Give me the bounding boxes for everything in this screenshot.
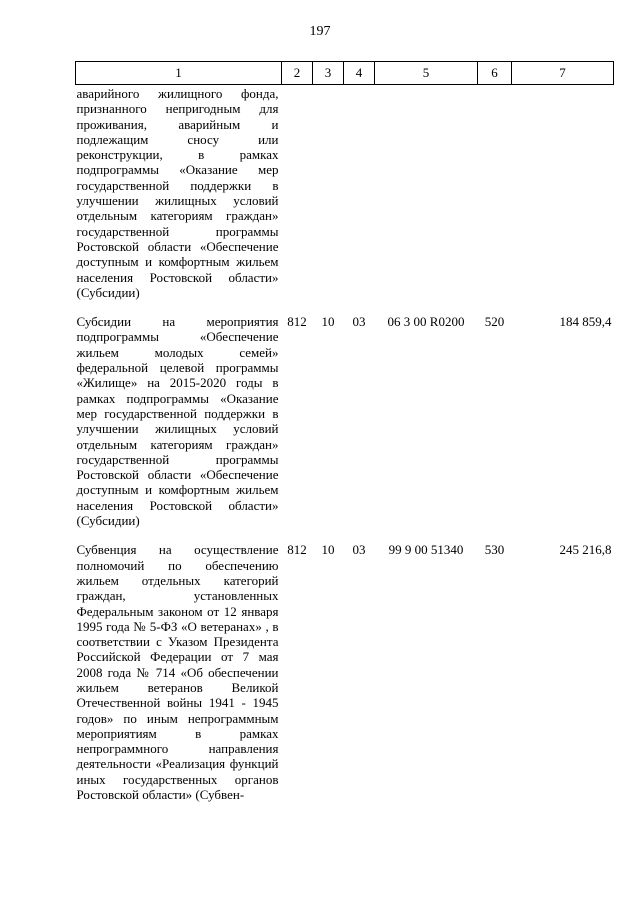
column-header: 5: [375, 62, 478, 85]
table-row: [76, 85, 614, 301]
column-header: 4: [344, 62, 375, 85]
column-header-row: [76, 62, 614, 85]
row-target-code: 06 3 00 R0200: [387, 314, 465, 330]
row-amount: 245 216,8: [559, 542, 612, 558]
row-amount: 184 859,4: [559, 314, 612, 330]
row-amount: [512, 85, 614, 301]
row-ministry-code: 812: [287, 314, 307, 330]
row-ministry-code: [282, 85, 313, 301]
row-gap: [76, 300, 614, 313]
row-ministry-code: 812: [287, 542, 307, 558]
row-target-code: 99 9 00 51340: [388, 542, 464, 558]
row-gap: [76, 528, 614, 541]
page-number: 197: [309, 24, 331, 39]
row-description: Субсидии на мероприятия подпрограммы «Обеспечение жильем молодых семей» федеральной целевой программы «Жилище» на 2015-2020 годы в рамках подпрограммы «Оказание мер государственной поддержки в улучшении жилищных условий отдельным категориям граждан» государственной программы Ростовской области «Обеспечение доступным и комфортным жильем населения Ростовской области» (Субсидии): [76, 314, 279, 529]
row-target-code: [375, 85, 478, 301]
row-subsection-code: 03: [352, 542, 366, 558]
table-row: [76, 541, 614, 802]
row-section-code: 10: [321, 542, 335, 558]
column-header: 6: [478, 62, 512, 85]
budget-table: [75, 61, 614, 802]
table-row: [76, 313, 614, 528]
row-description: аварийного жилищного фонда, признанного непригодным для проживания, аварийным и подлежащим сносу или реконструкции, в рамках подпрограммы «Оказание мер государственной поддержки в улучшении жилищных условий отдельным категориям граждан» государственной программы Ростовской области «Обеспечение доступным и комфортным жильем населения Ростовской области» (Субсидии): [76, 86, 279, 300]
column-header: 7: [512, 62, 614, 85]
row-subsection-code: [344, 85, 375, 301]
column-header: 3: [313, 62, 344, 85]
column-header: 1: [76, 62, 282, 85]
column-header: 2: [282, 62, 313, 85]
row-description: Субвенция на осуществление полномочий по обеспечению жильем отдельных категорий граждан, установленных Федеральным законом от 12 января 1995 года № 5-ФЗ «О ветеранах» , в соответствии с Указом Президента Российской Федерации от 7 мая 2008 года № 714 «Об обеспечении жильем ветеранов Великой Отечественной войны 1941 - 1945 годов» по иным непрограммным мероприятиям в рамках непрограммного направления деятельности «Реализация функций иных государственных органов Ростовской области» (Субвен-: [76, 542, 279, 803]
row-expense-type: 530: [484, 542, 505, 558]
row-expense-type: [478, 85, 512, 301]
row-expense-type: 520: [484, 314, 505, 330]
row-subsection-code: 03: [352, 314, 366, 330]
row-section-code: [313, 85, 344, 301]
row-section-code: 10: [321, 314, 335, 330]
